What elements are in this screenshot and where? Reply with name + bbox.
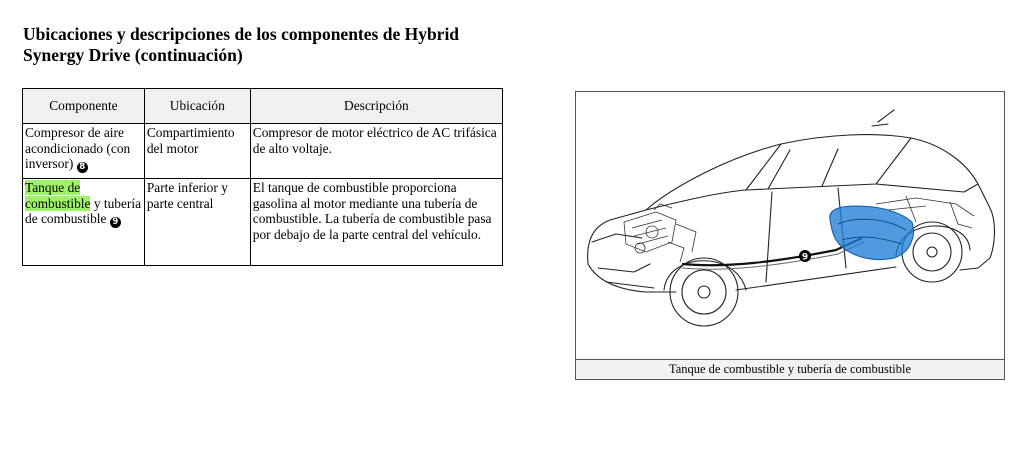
- header-description: Descripción: [250, 89, 502, 124]
- car-illustration: [576, 92, 1004, 360]
- page-title-line-1: Ubicaciones y descripciones de los componentes de Hybrid: [23, 24, 460, 44]
- page-title: [23, 24, 459, 66]
- figure-marker-label: 9: [801, 252, 809, 263]
- marker-9-icon: 9: [110, 217, 121, 228]
- header-location: Ubicación: [144, 89, 250, 124]
- car-figure: [575, 91, 1005, 380]
- cell-location: Parte inferior y parte central: [144, 179, 250, 266]
- table-header-row: [23, 89, 503, 124]
- marker-8-icon: 8: [77, 162, 88, 173]
- cell-component: [23, 124, 145, 179]
- table-row: [23, 179, 503, 266]
- highlighted-text: Tanque de combustible: [25, 180, 91, 211]
- cell-description: El tanque de combustible proporciona gasolina al motor mediante una tubería de combustible. La tubería de combustible pasa por debajo de la parte central del vehículo.: [250, 179, 502, 266]
- figure-caption: Tanque de combustible y tubería de combustible: [576, 359, 1004, 379]
- cell-location: Compartimiento del motor: [144, 124, 250, 179]
- cell-component: [23, 179, 145, 266]
- components-table: [22, 88, 503, 266]
- component-name: y tubería de combustible: [25, 195, 142, 227]
- table-row: [23, 124, 503, 179]
- page-title-line-2: Synergy Drive (continuación): [23, 45, 243, 65]
- cell-description: Compresor de motor eléctrico de AC trifásica de alto voltaje.: [250, 124, 502, 179]
- header-component: Componente: [23, 89, 145, 124]
- component-name: Compresor de aire acondicionado (con inversor): [25, 125, 131, 172]
